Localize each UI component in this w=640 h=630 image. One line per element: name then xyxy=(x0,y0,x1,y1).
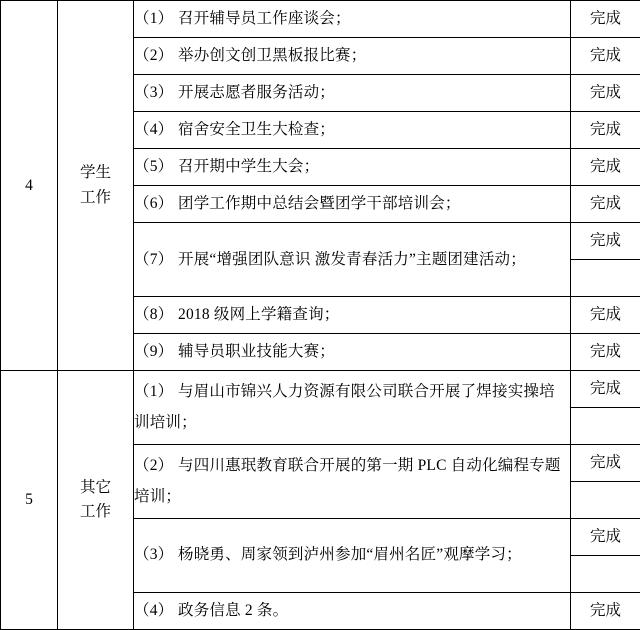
status-badge: 完成 xyxy=(571,297,640,334)
item-body: 团学工作期中总结会暨团学干部培训会； xyxy=(178,195,461,212)
status-badge: 完成 xyxy=(571,334,640,371)
item-body: 举办创文创卫黑板报比赛； xyxy=(178,47,366,64)
row-category-4 xyxy=(58,1,134,371)
status-badge: 完成 xyxy=(571,519,640,556)
item-body: 开展“增强团队意识 激发青春活力”主题团建活动； xyxy=(178,251,526,268)
item-index: （2） xyxy=(134,41,178,70)
item-body: 开展志愿者服务活动； xyxy=(178,84,335,101)
item-cell xyxy=(134,371,571,445)
item-body: 宿舍安全卫生大检查； xyxy=(178,121,335,138)
row-category-5 xyxy=(58,371,134,630)
item-cell xyxy=(134,519,571,593)
status-badge: 完成 xyxy=(571,186,640,223)
item-cell xyxy=(134,445,571,519)
item-index: （9） xyxy=(134,337,178,366)
status-badge: 完成 xyxy=(571,223,640,260)
status-spacer xyxy=(571,556,640,593)
item-cell xyxy=(134,38,571,75)
item-body: 政务信息 2 条。 xyxy=(178,602,288,619)
item-cell xyxy=(134,593,571,630)
item-cell xyxy=(134,297,571,334)
item-cell xyxy=(134,1,571,38)
item-body: 2018 级网上学籍查询； xyxy=(178,306,339,323)
status-badge: 完成 xyxy=(571,1,640,38)
status-badge: 完成 xyxy=(571,593,640,630)
item-body: 与眉山市锦兴人力资源有限公司联合开展了焊接实操培训培训； xyxy=(134,383,555,430)
item-text xyxy=(134,4,570,33)
item-cell xyxy=(134,334,571,371)
item-index: （4） xyxy=(134,115,178,144)
category-line: 其它 xyxy=(58,476,133,500)
item-text xyxy=(134,300,570,329)
item-cell xyxy=(134,223,571,297)
item-body: 辅导员职业技能大赛； xyxy=(178,343,335,360)
item-text xyxy=(134,245,570,274)
item-text xyxy=(134,78,570,107)
item-index: （1） xyxy=(134,377,178,407)
table-row xyxy=(1,371,640,408)
item-text xyxy=(134,377,570,437)
item-index: （8） xyxy=(134,300,178,329)
status-badge: 完成 xyxy=(571,445,640,482)
category-line: 学生 xyxy=(58,161,133,185)
status-badge: 完成 xyxy=(571,112,640,149)
item-body: 与四川惠珉教育联合开展的第一期 PLC 自动化编程专题培训； xyxy=(134,457,561,504)
status-spacer xyxy=(571,408,640,445)
item-text xyxy=(134,596,570,626)
status-badge: 完成 xyxy=(571,371,640,408)
item-body: 杨晓勇、周家领到泸州参加“眉州名匠”观摩学习； xyxy=(178,546,522,563)
table-row xyxy=(1,1,640,38)
item-index: （2） xyxy=(134,451,178,481)
status-spacer xyxy=(571,482,640,519)
item-cell xyxy=(134,112,571,149)
item-index: （1） xyxy=(134,4,178,33)
item-text xyxy=(134,337,570,366)
item-index: （7） xyxy=(134,245,178,274)
item-cell xyxy=(134,149,571,186)
item-cell xyxy=(134,75,571,112)
category-line: 工作 xyxy=(58,186,133,210)
item-index: （5） xyxy=(134,152,178,181)
item-text xyxy=(134,152,570,181)
status-badge: 完成 xyxy=(571,75,640,112)
item-text xyxy=(134,115,570,144)
item-body: 召开辅导员工作座谈会； xyxy=(178,10,351,27)
category-line: 工作 xyxy=(58,500,133,524)
item-index: （6） xyxy=(134,189,178,218)
item-index: （3） xyxy=(134,78,178,107)
item-index: （4） xyxy=(134,596,178,626)
item-text xyxy=(134,451,570,511)
status-badge: 完成 xyxy=(571,38,640,75)
item-cell xyxy=(134,186,571,223)
row-number-5: 5 xyxy=(1,371,58,630)
item-text xyxy=(134,189,570,218)
item-text xyxy=(134,41,570,70)
status-spacer xyxy=(571,260,640,297)
row-number-4: 4 xyxy=(1,1,58,371)
status-badge: 完成 xyxy=(571,149,640,186)
item-body: 召开期中学生大会； xyxy=(178,158,319,175)
item-index: （3） xyxy=(134,540,178,570)
item-text xyxy=(134,540,570,570)
